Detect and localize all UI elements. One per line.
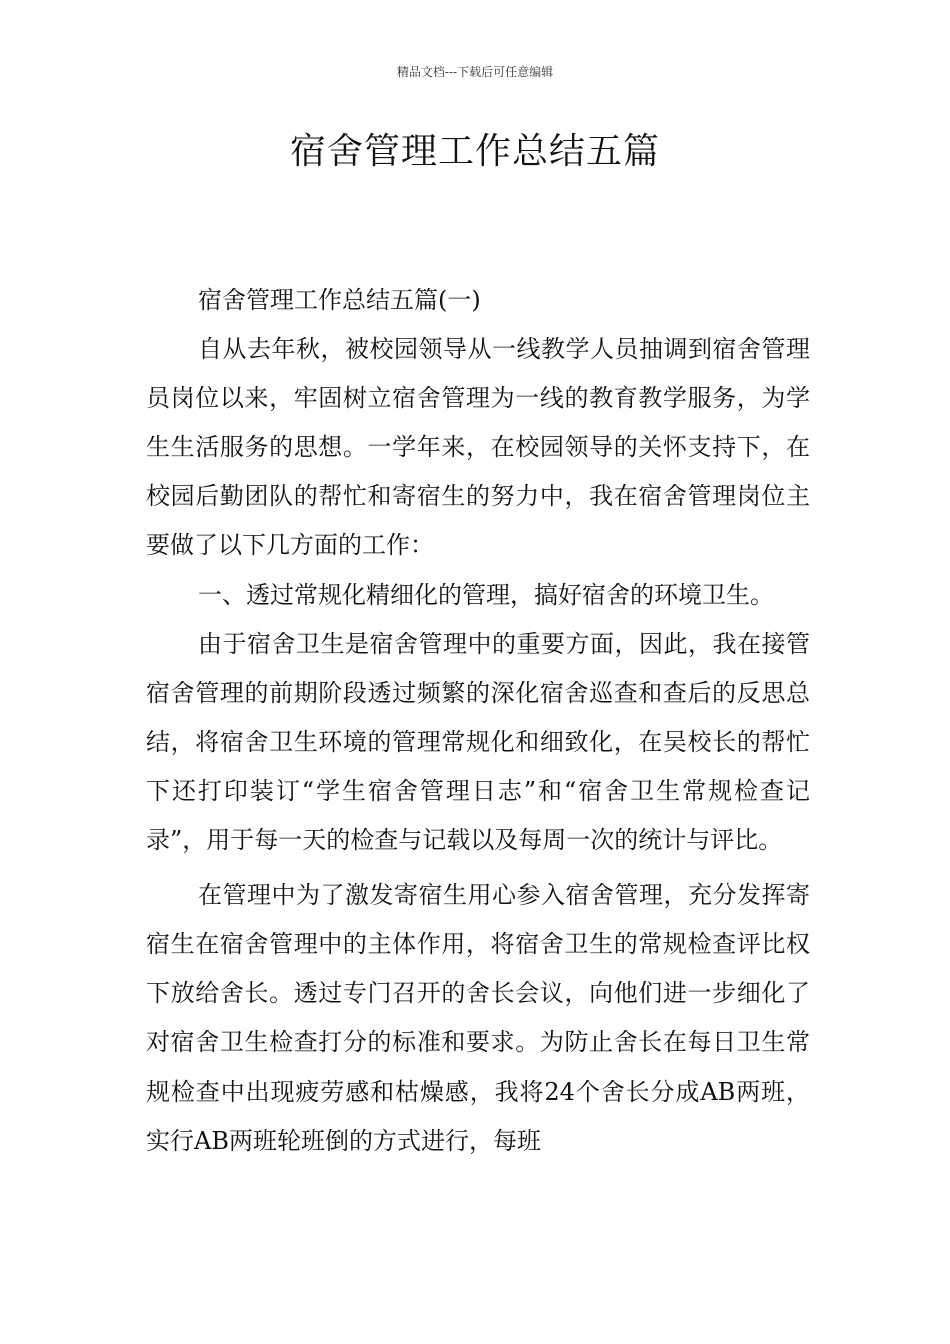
header-note: 精品文档---下载后可任意编辑 [396,65,554,79]
subheading: 一、透过常规化精细化的管理，搞好宿舍的环境卫生。 [198,580,774,609]
section-heading: 宿舍管理工作总结五篇(一) [198,286,481,314]
paragraph: 自从去年秋，被校园领导从一线教学人员抽调到宿舍管理员岗位以来，牢固树立宿舍管理为一线的教育教学服务，为学生生活服务的思想。一学年来，在校园领导的关怀支持下，在校园后勤团队的帮忙和寄宿生的努力中，我在宿舍管理岗位主要做了以下几方面的工作： [146,335,810,560]
paragraph: 由于宿舍卫生是宿舍管理中的重要方面，因此，我在接管宿舍管理的前期阶段透过频繁的深化宿舍巡查和查后的反思总结，将宿舍卫生环境的管理常规化和细致化，在吴校长的帮忙下还打印装订“学生宿舍管理日志”和“宿舍卫生常规检查记录”，用于每一天的检查与记载以及每周一次的统计与评比。 [146,629,810,855]
document-body [146,276,810,1166]
document-title: 宿舍管理工作总结五篇 [289,131,660,172]
paragraph: 在管理中为了激发寄宿生用心参入宿舍管理，充分发挥寄宿生在宿舍管理中的主体作用，将宿舍卫生的常规检查评比权下放给舍长。透过专门召开的舍长会议，向他们进一步细化了对宿舍卫生检查打分的标准和要求。为防止舍长在每日卫生常规检查中出现疲劳感和枯燥感，我将24个舍长分成AB两班，实行AB两班轮班倒的方式进行，每班 [146,881,810,1155]
